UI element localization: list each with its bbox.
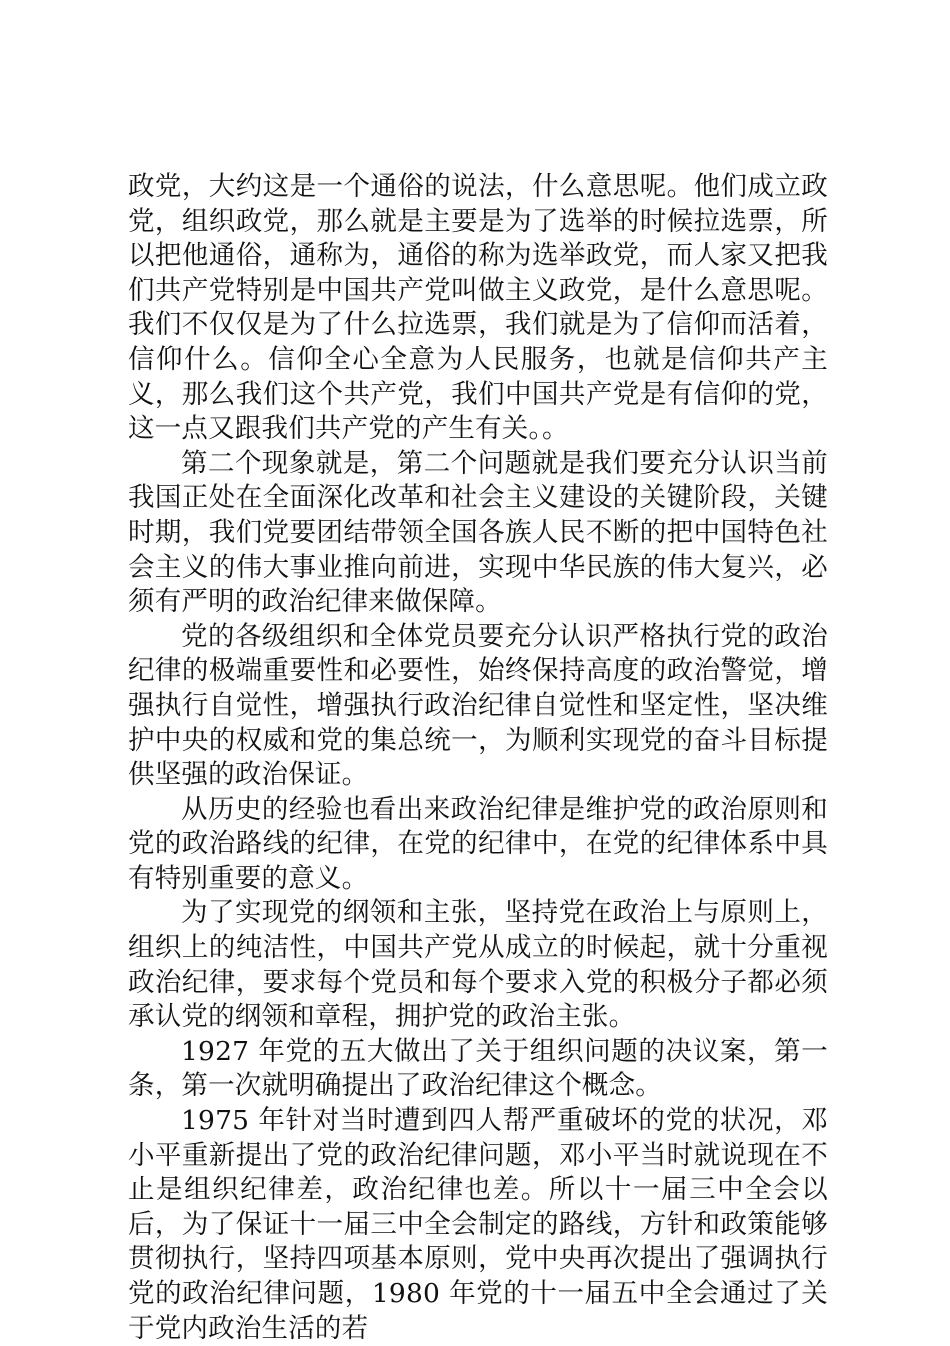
- paragraph-5: 为了实现党的纲领和主张，坚持党在政治上与原则上，组织上的纯洁性，中国共产党从成立的时候起，就十分重视政治纪律，要求每个党员和每个要求入党的积极分子都必须承认党的纲领和章程，拥护党的政治主张。: [128, 897, 828, 1033]
- paragraph-6: 1927 年党的五大做出了关于组织问题的决议案，第一条，第一次就明确提出了政治纪律这个概念。: [128, 1035, 828, 1102]
- document-body: [128, 170, 828, 1346]
- paragraph-4: 从历史的经验也看出来政治纪律是维护党的政治原则和党的政治路线的纪律，在党的纪律中，在党的纪律体系中具有特别重要的意义。: [128, 793, 828, 894]
- paragraph-7: 1975 年针对当时遭到四人帮严重破坏的党的状况，邓小平重新提出了党的政治纪律问题，邓小平当时就说现在不止是组织纪律差，政治纪律也差。所以十一届三中全会以后，为了保证十一届三中全会制定的路线，方针和政策能够贯彻执行，坚持四项基本原则，党中央再次提出了强调执行党的政治纪律问题，1980 年党的十一届五中全会通过了关于党内政治生活的若: [128, 1105, 828, 1344]
- paragraph-1: 政党，大约这是一个通俗的说法，什么意思呢。他们成立政党，组织政党，那么就是主要是为了选举的时候拉选票，所以把他通俗，通称为，通俗的称为选举政党，而人家又把我们共产党特别是中国共产党叫做主义政党，是什么意思呢。我们不仅仅是为了什么拉选票，我们就是为了信仰而活着，信仰什么。信仰全心全意为人民服务，也就是信仰共产主义，那么我们这个共产党，我们中国共产党是有信仰的党，这一点又跟我们共产党的产生有关。。: [128, 171, 828, 445]
- paragraph-3: 党的各级组织和全体党员要充分认识严格执行党的政治纪律的极端重要性和必要性，始终保持高度的政治警觉，增强执行自觉性，增强执行政治纪律自觉性和坚定性，坚决维护中央的权威和党的集总统一，为顺利实现党的奋斗目标提供坚强的政治保证。: [128, 620, 828, 791]
- paragraph-2: 第二个现象就是，第二个问题就是我们要充分认识当前我国正处在全面深化改革和社会主义建设的关键阶段，关键时期，我们党要团结带领全国各族人民不断的把中国特色社会主义的伟大事业推向前进，实现中华民族的伟大复兴，必须有严明的政治纪律来做保障。: [128, 447, 828, 618]
